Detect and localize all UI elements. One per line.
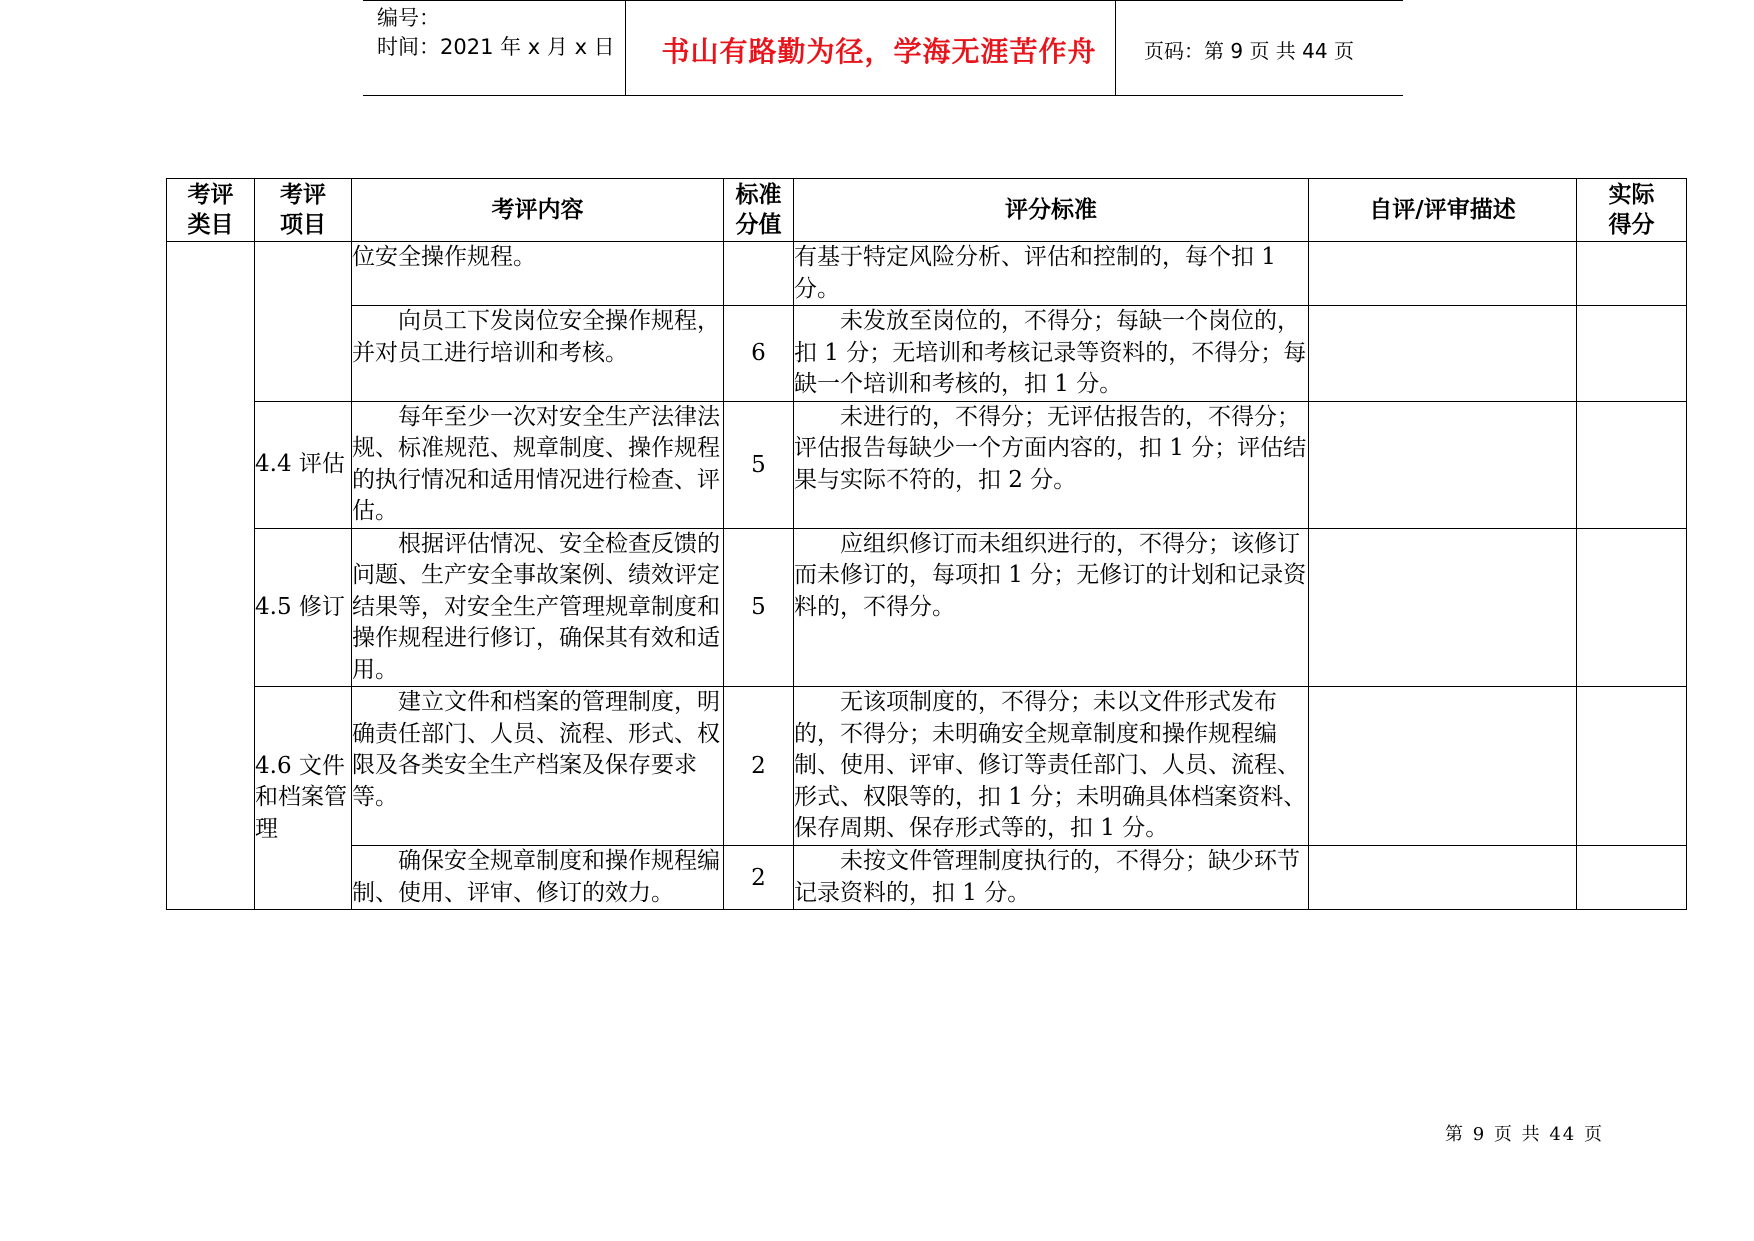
score-cell: 5 [724, 401, 794, 528]
item-cell: 4.5 修订 [255, 528, 352, 687]
score-cell: 6 [724, 306, 794, 402]
content-cell: 建立文件和档案的管理制度，明确责任部门、人员、流程、形式、权限及各类安全生产档案及保存要求等。 [352, 687, 724, 846]
table-row [167, 242, 1687, 306]
table-row [167, 306, 1687, 402]
criteria-cell: 有基于特定风险分析、评估和控制的，每个扣 1 分。 [794, 242, 1309, 306]
evaluation-table [166, 178, 1687, 910]
self-review-cell [1309, 401, 1577, 528]
table-header-row [167, 179, 1687, 242]
table-row [167, 401, 1687, 528]
self-review-cell [1309, 846, 1577, 910]
content-cell: 根据评估情况、安全检查反馈的问题、生产安全事故案例、绩效评定结果等，对安全生产管理规章制度和操作规程进行修订，确保其有效和适用。 [352, 528, 724, 687]
header-divider [625, 0, 626, 95]
criteria-cell: 未按文件管理制度执行的，不得分；缺少环节记录资料的，扣 1 分。 [794, 846, 1309, 910]
category-cell [167, 242, 255, 910]
item-cell [255, 242, 352, 402]
col-header-criteria: 评分标准 [794, 179, 1309, 242]
header-meta [377, 4, 615, 62]
self-review-cell [1309, 528, 1577, 687]
criteria-cell: 应组织修订而未组织进行的，不得分；该修订而未修订的，每项扣 1 分；无修订的计划和记录资料的，不得分。 [794, 528, 1309, 687]
item-cell: 4.6 文件和档案管理 [255, 687, 352, 910]
score-cell: 2 [724, 687, 794, 846]
header-page-info: 页码：第 9 页 共 44 页 [1144, 39, 1354, 63]
doc-number-label: 编号： [377, 6, 440, 30]
actual-score-cell [1577, 306, 1687, 402]
content-cell: 确保安全规章制度和操作规程编制、使用、评审、修订的效力。 [352, 846, 724, 910]
score-cell: 2 [724, 846, 794, 910]
score-cell: 5 [724, 528, 794, 687]
content-cell: 向员工下发岗位安全操作规程，并对员工进行培训和考核。 [352, 306, 724, 402]
col-header-actual-score: 实际得分 [1577, 179, 1687, 242]
header-motto: 书山有路勤为径，学海无涯苦作舟 [661, 35, 1097, 68]
actual-score-cell [1577, 846, 1687, 910]
actual-score-cell [1577, 401, 1687, 528]
self-review-cell [1309, 306, 1577, 402]
criteria-cell: 无该项制度的，不得分；未以文件形式发布的，不得分；未明确安全规章制度和操作规程编制、使用、评审、修订等责任部门、人员、流程、形式、权限等的，扣 1 分；未明确具体档案资料、保存周期、保存形式等的，扣 1 分。 [794, 687, 1309, 846]
col-header-self-review: 自评/评审描述 [1309, 179, 1577, 242]
actual-score-cell [1577, 242, 1687, 306]
doc-date: 时间：2021 年 x 月 x 日 [377, 35, 615, 59]
header-top-rule [363, 0, 1403, 1]
page-header [363, 0, 1403, 96]
table-row [167, 528, 1687, 687]
content-cell: 位安全操作规程。 [352, 242, 724, 306]
col-header-standard-score: 标准分值 [724, 179, 794, 242]
criteria-cell: 未发放至岗位的，不得分；每缺一个岗位的，扣 1 分；无培训和考核记录等资料的，不得分；每缺一个培训和考核的，扣 1 分。 [794, 306, 1309, 402]
self-review-cell [1309, 687, 1577, 846]
col-header-content: 考评内容 [352, 179, 724, 242]
score-cell [724, 242, 794, 306]
page-footer: 第 9 页 共 44 页 [1445, 1124, 1604, 1145]
table-row [167, 846, 1687, 910]
col-header-category: 考评类目 [167, 179, 255, 242]
table-row [167, 687, 1687, 846]
criteria-cell: 未进行的，不得分；无评估报告的，不得分；评估报告每缺少一个方面内容的，扣 1 分；评估结果与实际不符的，扣 2 分。 [794, 401, 1309, 528]
content-cell: 每年至少一次对安全生产法律法规、标准规范、规章制度、操作规程的执行情况和适用情况进行检查、评估。 [352, 401, 724, 528]
item-cell: 4.4 评估 [255, 401, 352, 528]
actual-score-cell [1577, 687, 1687, 846]
self-review-cell [1309, 242, 1577, 306]
col-header-item: 考评项目 [255, 179, 352, 242]
actual-score-cell [1577, 528, 1687, 687]
